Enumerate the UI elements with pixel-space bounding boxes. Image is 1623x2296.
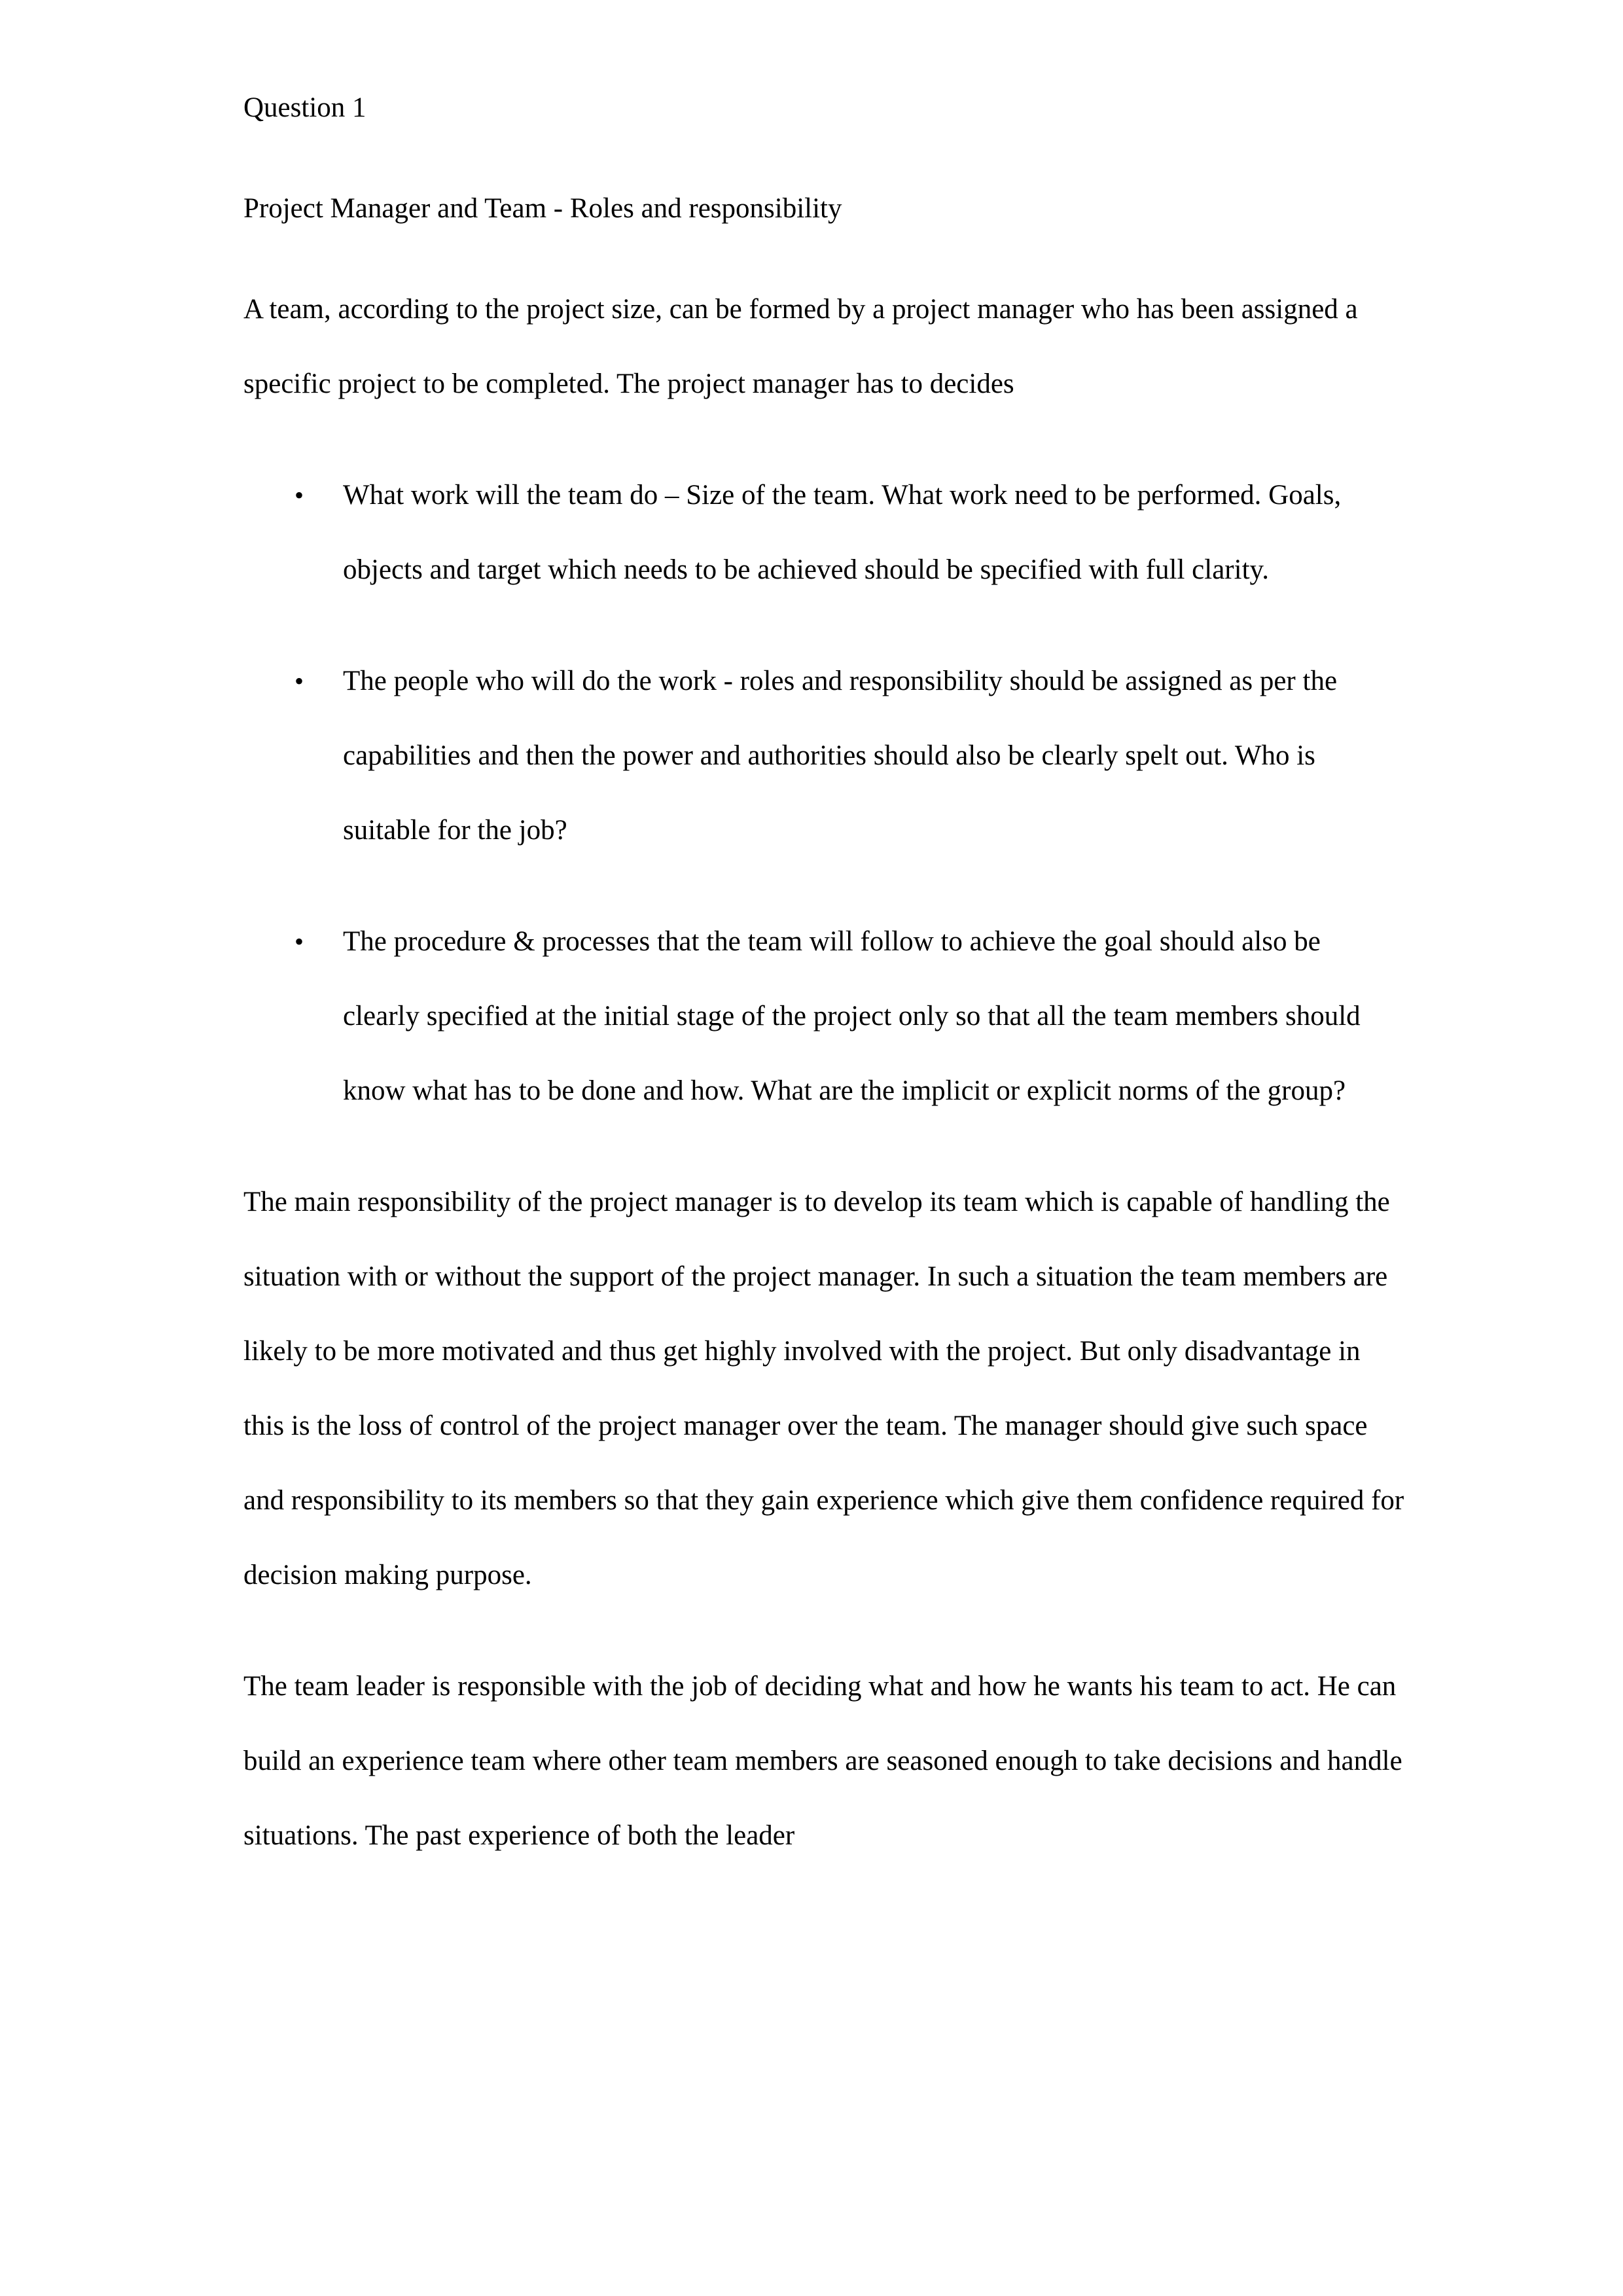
list-item-text: What work will the team do – Size of the team. What work need to be performed. Goals, objects and target which needs to be achieved should be specified with full clarity. (343, 480, 1342, 585)
bullet-icon: • (294, 480, 304, 510)
bullet-list (243, 458, 1407, 1128)
bullet-icon: • (294, 666, 304, 696)
spacer (243, 145, 1407, 171)
question-label: Question 1 (243, 92, 366, 123)
body-paragraph-1: The main responsibility of the project manager is to develop its team which is capable of handling the situation with or without the support of the project manager. In such a situation the team members are likely to be more motivated and thus get highly involved with the project. But only disadvantage in this is the loss of control of the project manager over the team. The manager should give such space and responsibility to its members so that they gain experience which give them confidence required for decision making purpose. (243, 1187, 1404, 1590)
body-paragraph-2: The team leader is responsible with the job of deciding what and how he wants his team to act. He can build an experience team where other team members are seasoned enough to take decisions and handle situations. The past experience of both the leader (243, 1671, 1402, 1851)
bullet-icon: • (294, 927, 304, 956)
list-item (243, 458, 1407, 607)
spacer (243, 1128, 1407, 1165)
spacer (243, 422, 1407, 458)
list-item-text: The procedure & processes that the team will follow to achieve the goal should also be clearly specified at the initial stage of the project only so that all the team members should know what has to be done and how. What are the implicit or explicit norms of the group? (343, 926, 1361, 1106)
intro-paragraph: A team, according to the project size, can be formed by a project manager who has been assigned a specific project to be completed. The project manager has to decides (243, 294, 1358, 399)
list-item-text: The people who will do the work - roles and responsibility should be assigned as per the capabilities and then the power and authorities should also be clearly spelt out. Who is suitable for the job? (343, 666, 1338, 846)
spacer (243, 1613, 1407, 1649)
list-item (243, 905, 1407, 1128)
spacer (243, 246, 1407, 272)
list-item (243, 644, 1407, 868)
document-body (243, 71, 1407, 1873)
document-title: Project Manager and Team - Roles and responsibility (243, 193, 842, 224)
